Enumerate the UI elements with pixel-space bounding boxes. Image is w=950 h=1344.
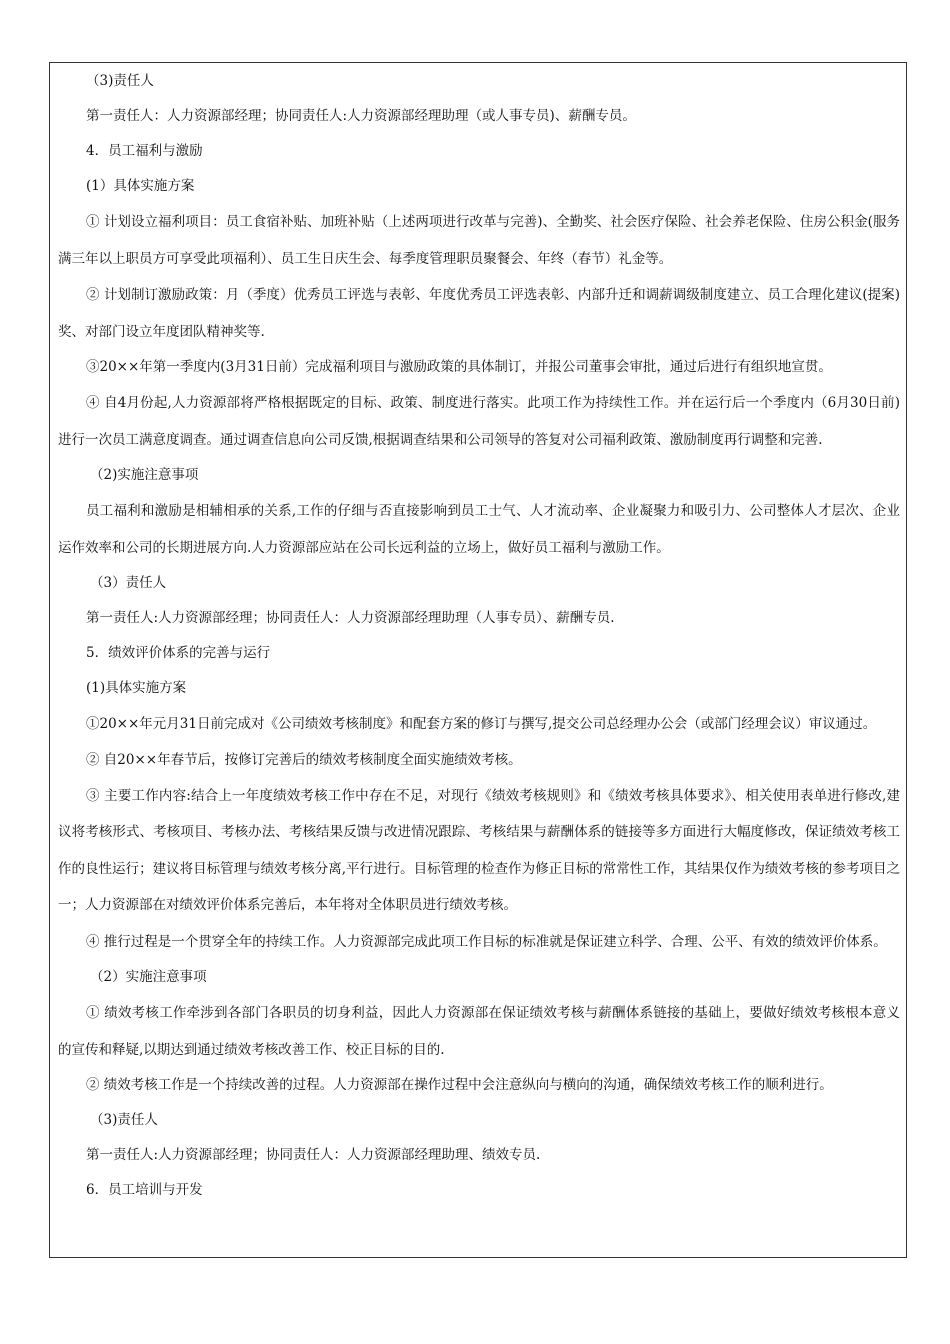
paragraph-appraisal-interest: ① 绩效考核工作牵涉到各部门各职员的切身利益，因此人力资源部在保证绩效考核与薪酬体系链接的基础上，要做好绩效考核根本意义的宣传和释疑,以期达到通过绩效考核改善工作、校正目标的目的. [58, 1005, 900, 1058]
section-heading-6: 6．员工培训与开发 [86, 1182, 203, 1198]
paragraph-main-work: ③ 主要工作内容:结合上一年度绩效考核工作中存在不足，对现行《绩效考核规则》和《绩效考核具体要求》、相关使用表单进行修改,建议将考核形式、考核项目、考核办法、考核结果反馈与改进情况跟踪、考核结果与薪酬体系的链接等多方面进行大幅度修改，保证绩效考核工作的良性运行；建议将目标管理与绩效考核分离,平行进行。目标管理的检查作为修正目标的常常性工作，其结果仅作为绩效考核的参考项目之一；人力资源部在对绩效评价体系完善后，本年将对全体职员进行绩效考核。 [58, 787, 900, 913]
section-heading-5: 5．绩效评价体系的完善与运行 [86, 645, 271, 661]
paragraph-april-implementation: ④ 自4月份起,人力资源部将严格根据既定的目标、政策、制度进行落实。此项工作为持续性工作。并在运行后一个季度内（6月30日前)进行一次员工满意度调查。通过调查信息向公司反馈,根据调查结果和公司领导的答复对公司福利政策、激励制度再行调整和完善. [58, 395, 900, 448]
paragraph-q1-plan: ③20××年第一季度内(3月31日前）完成福利项目与激励政策的具体制订，并报公司董事会审批，通过后进行有组织地宣贯。 [86, 359, 832, 375]
paragraph-benefits-items: ① 计划设立福利项目：员工食宿补贴、加班补贴（上述两项进行改革与完善)、全勤奖、社会医疗保险、社会养老保险、住房公积金(服务满三年以上职员方可享受此项福利）、员工生日庆生会、每季度管理职员聚餐会、年终（春节）礼金等。 [58, 214, 900, 267]
paragraph-continuous-improvement: ② 绩效考核工作是一个持续改善的过程。人力资源部在操作过程中会注意纵向与横向的沟通，确保绩效考核工作的顺利进行。 [86, 1077, 833, 1093]
paragraph-incentive-policy: ② 计划制订激励政策：月（季度）优秀员工评选与表彰、年度优秀员工评选表彰、内部升迁和调薪调级制度建立、员工合理化建议(提案)奖、对部门设立年度团队精神奖等. [58, 287, 900, 340]
subheading-responsible-3c: （3)责任人 [90, 1112, 158, 1128]
subheading-notes-2: （2)实施注意事项 [90, 467, 199, 483]
document-body [58, 64, 900, 1208]
paragraph-promotion-process: ④ 推行过程是一个贯穿全年的持续工作。人力资源部完成此项工作目标的标准就是保证建立科学、合理、公平、有效的绩效评价体系。 [86, 933, 887, 950]
subheading-plan-1b: (1)具体实施方案 [86, 680, 187, 696]
subheading-responsible-3b: （3）责任人 [90, 575, 167, 591]
heading-responsible-3: （3)责任人 [86, 73, 154, 89]
paragraph-benefits-relationship: 员工福利和激励是相辅相承的关系,工作的仔细与否直接影响到员工士气、人才流动率、企业凝聚力和吸引力、公司整体人才层次、企业运作效率和公司的长期进展方向.人力资源部应站在公司长远利益的立场上，做好员工福利与激励工作。 [58, 503, 900, 556]
paragraph-responsible-persons-c: 第一责任人:人力资源部经理；协同责任人：人力资源部经理助理、绩效专员. [86, 1147, 541, 1163]
subheading-plan-1: (1）具体实施方案 [86, 178, 195, 194]
subheading-notes-2b: （2）实施注意事项 [90, 969, 207, 985]
paragraph-jan-revision: ①20××年元月31日前完成对《公司绩效考核制度》和配套方案的修订与撰写,提交公司总经理办公会（或部门经理会议）审议通过。 [86, 716, 877, 732]
paragraph-responsible-persons: 第一责任人：人力资源部经理；协同责任人:人力资源部经理助理（或人事专员)、薪酬专员。 [86, 108, 636, 124]
section-heading-4: 4．员工福利与激励 [86, 143, 203, 159]
paragraph-responsible-persons-b: 第一责任人:人力资源部经理；协同责任人：人力资源部经理助理（人事专员）、薪酬专员. [86, 610, 615, 626]
paragraph-spring-festival: ② 自20××年春节后，按修订完善后的绩效考核制度全面实施绩效考核。 [86, 751, 522, 768]
